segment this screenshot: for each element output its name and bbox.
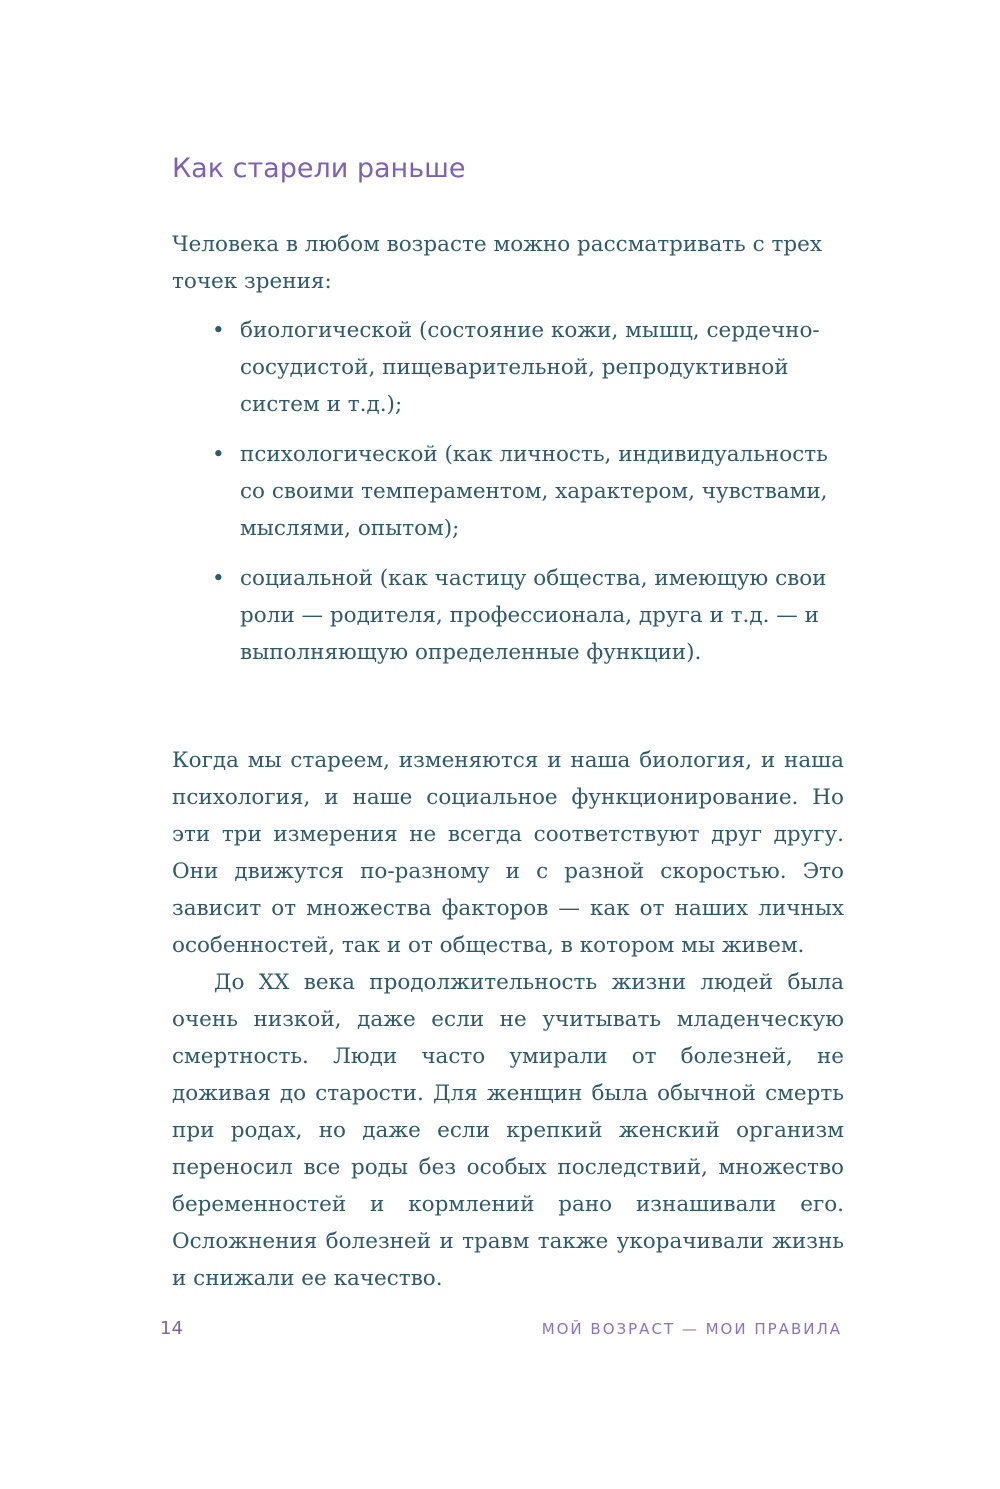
bullet-icon: • <box>212 318 225 343</box>
list-item-text: психологической (как личность, индивидуальность со своими темпераментом, характером, чувствами, мыслями, опытом); <box>240 442 828 541</box>
list-item-text: социальной (как частицу общества, имеющую свои роли — родителя, профессионала, друга и т.д. — и выполняющую определенные функции). <box>240 566 827 665</box>
intro-paragraph: Человека в любом возрасте можно рассматривать с трех точек зрения: <box>172 232 822 294</box>
body-paragraph: Когда мы стареем, изменяются и наша биология, и наша психология, и наше социальное функционирование. Но эти три измерения не всегда соответствуют друг другу. Они движутся по-разному и с разной скоростью. Это зависит от множества факторов — как от наших личных особенностей, так и от общества, в котором мы живем. <box>172 748 844 958</box>
running-footer-title: МОЙ ВОЗРАСТ — МОИ ПРАВИЛА <box>541 1320 842 1338</box>
list-item <box>172 436 844 547</box>
page-number: 14 <box>160 1318 183 1339</box>
list-item <box>172 560 844 671</box>
bullet-list <box>172 312 844 684</box>
bullet-icon: • <box>212 566 225 591</box>
body-paragraph: До XX века продолжительность жизни людей была очень низкой, даже если не учитывать младенческую смертность. Люди часто умирали от болезней, не доживая до старости. Для женщин была обычной смерть при родах, но даже если крепкий женский организм переносил все роды без особых последствий, множество беременностей и кормлений рано изнашивали его. Осложнения болезней и травм также укорачивали жизнь и снижали ее качество. <box>172 970 844 1291</box>
list-item <box>172 312 844 423</box>
bullet-icon: • <box>212 442 225 467</box>
section-heading: Как старели раньше <box>172 153 466 184</box>
list-item-text: биологической (состояние кожи, мышц, сердечно-сосудистой, пищеварительной, репродуктивной систем и т.д.); <box>240 318 820 417</box>
